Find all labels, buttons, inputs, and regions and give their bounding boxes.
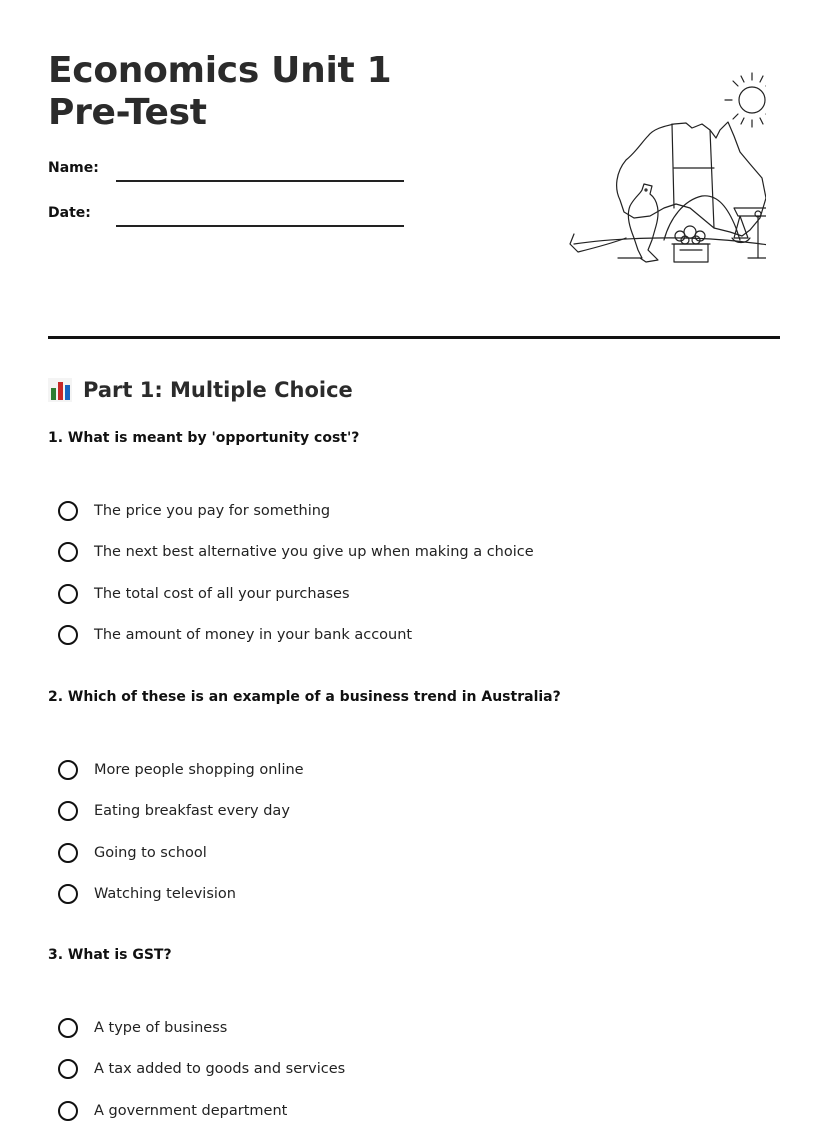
radio-button[interactable]: [58, 1018, 78, 1038]
option-list: [48, 749, 304, 915]
worksheet-header: [48, 0, 780, 340]
option-item[interactable]: [48, 1090, 345, 1132]
radio-button[interactable]: [58, 1059, 78, 1079]
bar-chart-icon: [48, 378, 72, 402]
option-label: The next best alternative you give up when making a choice: [94, 544, 534, 561]
option-label: Going to school: [94, 844, 207, 861]
question-text: 3. What is GST?: [48, 947, 172, 963]
question-2: [48, 687, 780, 903]
question-1: [48, 428, 780, 644]
basket-of-goods-icon: [672, 226, 710, 262]
sun-icon: [725, 73, 766, 127]
option-item[interactable]: [48, 832, 304, 874]
name-blank-line[interactable]: [116, 180, 404, 182]
option-label: The total cost of all your purchases: [94, 585, 350, 602]
header-divider: [48, 336, 780, 339]
radio-button[interactable]: [58, 884, 78, 904]
option-item[interactable]: [48, 1049, 345, 1091]
name-label: Name:: [48, 160, 99, 176]
option-label: Watching television: [94, 886, 236, 903]
kangaroo-icon: [618, 184, 658, 262]
question-3: [48, 945, 780, 1119]
option-label: The price you pay for something: [94, 502, 331, 519]
radio-button[interactable]: [58, 801, 78, 821]
option-label: A tax added to goods and services: [94, 1061, 346, 1078]
australia-economy-illustration: [514, 68, 766, 270]
radio-button[interactable]: [58, 843, 78, 863]
radio-button[interactable]: [58, 760, 78, 780]
option-label: More people shopping online: [94, 761, 304, 778]
section-heading: [48, 374, 353, 406]
option-label: A type of business: [94, 1019, 228, 1036]
option-item[interactable]: [48, 532, 534, 574]
question-text: 2. Which of these is an example of a business trend in Australia?: [48, 689, 561, 705]
option-item[interactable]: [48, 749, 304, 791]
option-label: Eating breakfast every day: [94, 803, 290, 820]
option-item[interactable]: [48, 874, 304, 916]
option-item[interactable]: [48, 573, 534, 615]
page-title: Economics Unit 1 Pre-Test: [48, 50, 392, 133]
option-list: [48, 490, 534, 656]
worksheet-page: [48, 0, 780, 1119]
option-label: The amount of money in your bank account: [94, 627, 413, 644]
option-label: A government department: [94, 1102, 288, 1119]
radio-button[interactable]: [58, 542, 78, 562]
option-item[interactable]: [48, 615, 534, 657]
option-list: [48, 1007, 345, 1132]
radio-button[interactable]: [58, 584, 78, 604]
radio-button[interactable]: [58, 501, 78, 521]
question-text: 1. What is meant by 'opportunity cost'?: [48, 430, 360, 446]
option-item[interactable]: [48, 791, 304, 833]
section-title: Part 1: Multiple Choice: [83, 378, 353, 402]
date-field: [48, 203, 408, 227]
name-field: [48, 158, 408, 182]
date-blank-line[interactable]: [116, 225, 404, 227]
option-item[interactable]: [48, 490, 534, 532]
date-label: Date:: [48, 205, 91, 221]
radio-button[interactable]: [58, 625, 78, 645]
australia-map-icon: [617, 122, 766, 236]
option-item[interactable]: [48, 1007, 345, 1049]
